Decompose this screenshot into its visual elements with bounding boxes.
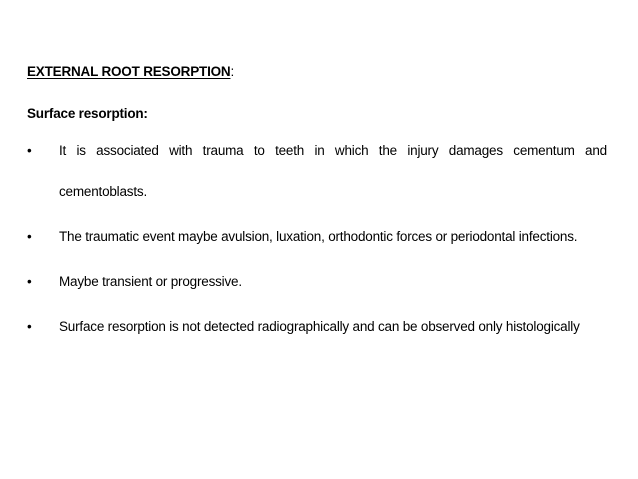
bullet-item	[27, 216, 607, 257]
slide-heading	[27, 64, 234, 79]
bullet-text: Maybe transient or progressive.	[59, 274, 242, 289]
bullet-item	[27, 306, 607, 347]
bullet-item	[27, 261, 607, 302]
bullet-dot: •	[27, 274, 32, 289]
bullet-dot: •	[27, 319, 32, 334]
bullet-list	[27, 141, 607, 362]
bullet-text: It is associated with trauma to teeth in which the injury damages cementum and cementoblasts.	[59, 143, 607, 199]
bullet-item	[27, 130, 607, 212]
bullet-text: The traumatic event maybe avulsion, luxation, orthodontic forces or periodontal infections.	[59, 229, 578, 244]
bullet-dot: •	[27, 229, 32, 244]
slide-heading-colon: :	[230, 64, 235, 79]
bullet-dot: •	[27, 143, 32, 158]
bullet-text: Surface resorption is not detected radiographically and can be observed only histologically	[59, 319, 580, 334]
section-subheading: Surface resorption:	[27, 106, 148, 121]
slide-heading-title: EXTERNAL ROOT RESORPTION	[27, 64, 231, 79]
